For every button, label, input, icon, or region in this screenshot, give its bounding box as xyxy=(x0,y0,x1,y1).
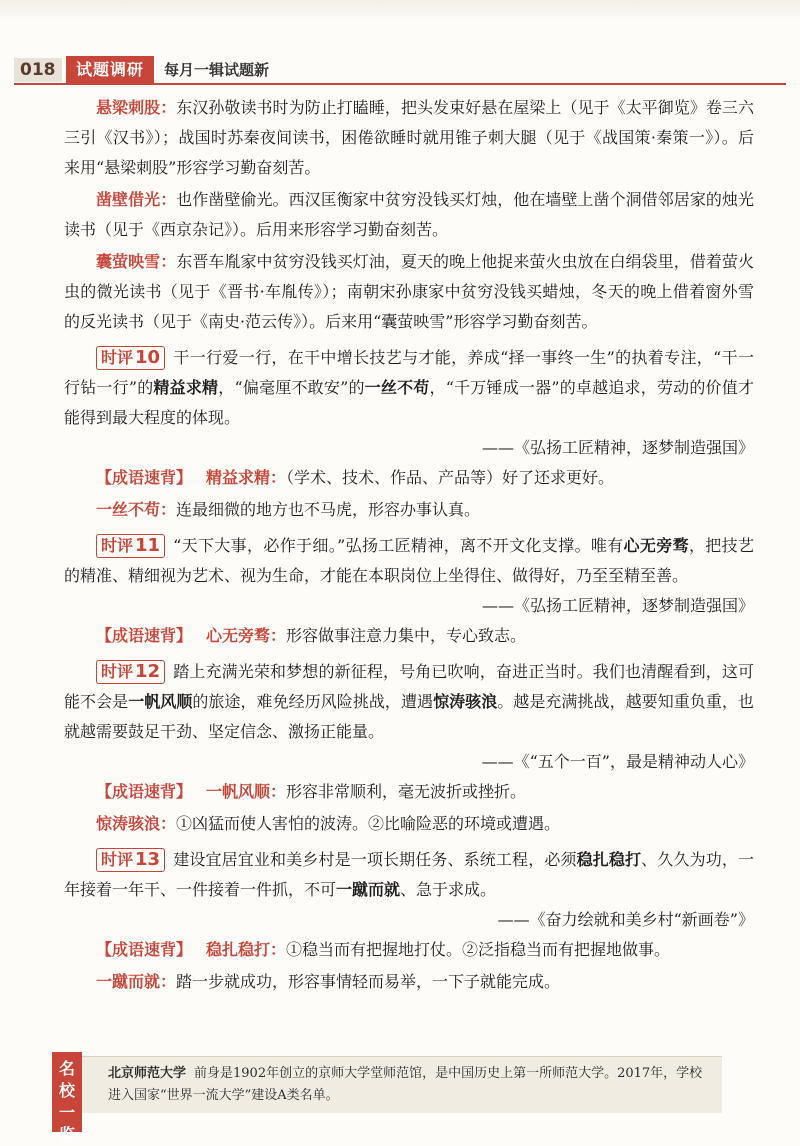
idiom-recite: 【成语速背】 稳扎稳打：①稳当而有把握地打仗。②泛指稳当而有把握地做事。 xyxy=(96,940,671,959)
review-paragraph: 时评 12 踏上充满光荣和梦想的新征程，号角已吹响，奋进正当时。我们也清醒看到，这可能不会是一帆风顺的旅途，难免经历风险挑战，遭遇惊涛骇浪。越是充满挑战，越要知重负重，也就越需要鼓足干劲、坚定信念、激扬正能量。 xyxy=(64,661,754,741)
school-info xyxy=(108,1063,708,1107)
section-tag: 试题调研 xyxy=(66,56,154,84)
review-badge: 时评 11 xyxy=(96,534,165,558)
idiom-recite: 一丝不苟：连最细微的地方也不马虎，形容办事认真。 xyxy=(96,500,481,519)
recite-label: 【成语速背】 xyxy=(96,782,193,801)
idiom-paragraph: 悬梁刺股：东汉孙敬读书时为防止打瞌睡，把头发束好悬在屋梁上（见于《太平御览》卷三六三引《汉书》）；战国时苏秦夜间读书，困倦欲睡时就用锥子刺大腿（见于《战国策·秦策一》）。后来用“悬梁刺股”形容学习勤奋刻苦。 xyxy=(64,98,754,177)
review-block xyxy=(64,343,754,525)
review-paragraph: 时评 11 “天下大事，必作于细。”弘扬工匠精神，离不开文化支撑。唯有心无旁骛，把技艺的精准、精细视为艺术、视为生命，才能在本职岗位上坐得住、做得好，乃至至精至善。 xyxy=(64,535,754,585)
highlight-term: 一蹴而就 xyxy=(336,880,401,899)
footer-tab-label: 名校一览 xyxy=(52,1052,82,1132)
school-description: 前身是1902年创立的京师大学堂师范馆，是中国历史上第一所师范大学。2017年，学校进入国家“世界一流大学”建设A类名单。 xyxy=(108,1066,703,1103)
idiom-term: 悬梁刺股 xyxy=(96,98,161,117)
review-source: ——《弘扬工匠精神，逐梦制造强国》 xyxy=(481,596,754,615)
idiom-recite: 惊涛骇浪：①凶猛而使人害怕的波涛。②比喻险恶的环境或遭遇。 xyxy=(96,814,561,833)
review-badge: 时评 12 xyxy=(96,660,165,684)
recite-label: 【成语速背】 xyxy=(96,940,193,959)
page-number: 018 xyxy=(14,58,62,82)
page-footer xyxy=(0,1052,800,1144)
review-block xyxy=(64,657,754,839)
highlight-term: 稳扎稳打 xyxy=(576,850,642,869)
idiom-term: 凿壁借光 xyxy=(96,190,161,209)
review-badge: 时评 10 xyxy=(96,346,165,370)
highlight-term: 精益求精 xyxy=(153,378,219,397)
review-paragraph: 时评 13 建设宜居宜业和美乡村是一项长期任务、系统工程，必须稳扎稳打、久久为功，一年接着一年干、一件接着一件抓，不可一蹴而就、急于求成。 xyxy=(64,849,754,899)
review-source: ——《弘扬工匠精神，逐梦制造强国》 xyxy=(481,438,754,457)
recite-label: 【成语速背】 xyxy=(96,626,193,645)
page-header xyxy=(14,56,786,84)
idiom-term: 囊萤映雪 xyxy=(96,252,161,271)
review-block xyxy=(64,845,754,997)
review-source: ——《“五个一百”，最是精神动人心》 xyxy=(481,752,754,771)
school-name: 北京师范大学 xyxy=(108,1066,187,1081)
idiom-recite: 【成语速背】 心无旁骛：形容做事注意力集中，专心致志。 xyxy=(96,626,527,645)
idiom-definition: 也作凿壁偷光。西汉匡衡家中贫穷没钱买灯烛，他在墙壁上凿个洞借邻居家的烛光读书（见于《西京杂记》）。后用来形容学习勤奋刻苦。 xyxy=(64,190,754,239)
review-source: ——《奋力绘就和美乡村“新画卷”》 xyxy=(497,910,754,929)
school-info-box xyxy=(82,1056,722,1113)
idiom-recite: 【成语速背】 精益求精：（学术、技术、作品、产品等）好了还求更好。 xyxy=(96,468,615,487)
idiom-definition: 东晋车胤家中贫穷没钱买灯油，夏天的晚上他捉来萤火虫放在白绢袋里，借着萤火虫的微光读书（见于《晋书·车胤传》）；南朝宋孙康家中贫穷没钱买蜡烛，冬天的晚上借着窗外雪的反光读书（见于《南史·范云传》）。后来用“囊萤映雪”形容学习勤奋刻苦。 xyxy=(64,252,754,331)
idiom-paragraph: 凿壁借光：也作凿壁偷光。西汉匡衡家中贫穷没钱买灯烛，他在墙壁上凿个洞借邻居家的烛光读书（见于《西京杂记》）。后用来形容学习勤奋刻苦。 xyxy=(64,190,754,239)
review-badge: 时评 13 xyxy=(96,848,165,872)
highlight-term: 惊涛骇浪 xyxy=(433,692,498,711)
review-paragraph: 时评 10 干一行爱一行，在干中增长技艺与才能，养成“择一事终一生”的执着专注，“干一行钻一行”的精益求精，“偏毫厘不敢安”的一丝不苟，“千万锤成一器”的卓越追求，劳动的价值才能得到最大程度的体现。 xyxy=(64,347,754,427)
highlight-term: 一丝不苟 xyxy=(364,378,430,397)
idiom-recite: 【成语速背】 一帆风顺：形容非常顺利，毫无波折或挫折。 xyxy=(96,782,527,801)
series-title: 每月一辑试题新 xyxy=(164,61,270,79)
highlight-term: 一帆风顺 xyxy=(128,692,193,711)
article-content xyxy=(64,93,754,997)
idiom-paragraph: 囊萤映雪：东晋车胤家中贫穷没钱买灯油，夏天的晚上他捉来萤火虫放在白绢袋里，借着萤火虫的微光读书（见于《晋书·车胤传》）；南朝宋孙康家中贫穷没钱买蜡烛，冬天的晚上借着窗外雪的反光读书（见于《南史·范云传》）。后来用“囊萤映雪”形容学习勤奋刻苦。 xyxy=(64,252,754,331)
highlight-term: 心无旁骛 xyxy=(623,536,689,555)
review-block xyxy=(64,531,754,651)
page-top-strip xyxy=(0,0,800,22)
idiom-definition: 东汉孙敬读书时为防止打瞌睡，把头发束好悬在屋梁上（见于《太平御览》卷三六三引《汉书》）；战国时苏秦夜间读书，困倦欲睡时就用锥子刺大腿（见于《战国策·秦策一》）。后来用“悬梁刺股”形容学习勤奋刻苦。 xyxy=(64,98,754,177)
header-divider xyxy=(14,83,786,85)
recite-label: 【成语速背】 xyxy=(96,468,193,487)
idiom-recite: 一蹴而就：踏一步就成功，形容事情轻而易举，一下子就能完成。 xyxy=(96,972,561,991)
